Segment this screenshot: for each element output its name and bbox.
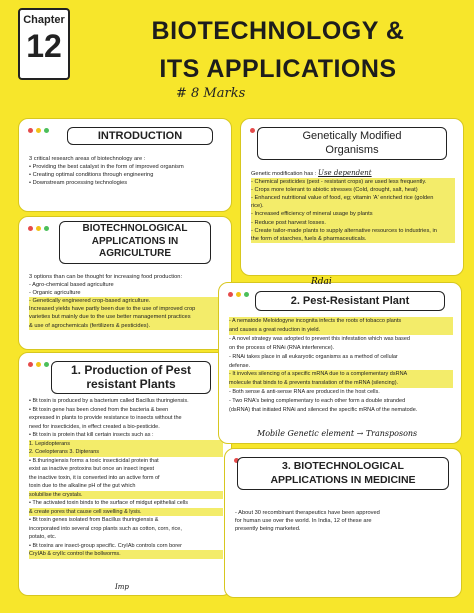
title-line-2: ITS APPLICATIONS [159,55,397,83]
agriculture-line: varieties but mainly due to the use better management practices [29,313,223,321]
production-line: & create pores that cause cell swelling & lysis. [29,508,223,517]
medicine-body [235,509,453,533]
red-dot [28,226,33,231]
medicine-card [224,448,462,598]
pest-line: (dsRNA) that initiated RNAi and silenced the specific mRNA of the nematode. [229,407,418,414]
pest-line: and causes a great reduction in yield. [229,326,453,335]
red-dot [228,292,233,297]
pest-line: molecule that binds to & prevents translation of the mRNA (silencing). [229,379,453,388]
medicine-line: - About 30 recombinant therapeutics have been approved [235,510,380,516]
agriculture-line: & use of agrochemicals (fertilizers & pesticides). [29,322,223,330]
production-line: 1. Lepidopterans [29,440,223,449]
agriculture-body [29,273,223,330]
gmo-card [240,118,464,276]
production-line: CryIAb & cryIIc control the bollworms. [29,550,223,559]
pest-body [229,317,453,415]
gmo-line: rice). [251,202,455,210]
red-dot [28,362,33,367]
chapter-badge [18,8,70,80]
green-dot [244,292,249,297]
production-heading [51,361,211,394]
production-heading-line: resistant Plants [86,377,176,391]
production-line: • Bt toxin genes isolated from Bacillus thuringiensis & [29,517,159,523]
gmo-line: the form of starches, fuels & pharmaceuticals. [251,235,455,243]
production-line: • The activated toxin binds to the surface of midgut epithelial cells [29,500,188,506]
production-line: need for insecticides, in effect created a bio-pesticide. [29,423,160,430]
medicine-heading-line: 3. BIOTECHNOLOGICAL [282,460,404,472]
agriculture-heading-line: APPLICATIONS IN [91,235,179,247]
green-dot [44,128,49,133]
agriculture-line: - Genetically engineered crop-based agriculture. [29,297,223,305]
gmo-lead: Genetic modification has : [251,171,317,177]
pest-handnote: Rdai [311,277,332,287]
green-dot [44,226,49,231]
gmo-heading [257,127,447,160]
production-line: • Bt toxins are insect-group specific. CryIAb controls corn borer [29,542,182,549]
red-dot [250,128,255,133]
gmo-handnote: Use dependent [318,169,372,177]
red-dot [28,128,33,133]
introduction-heading: INTRODUCTION [67,127,213,145]
production-body [29,397,223,559]
medicine-heading-line: APPLICATIONS IN MEDICINE [270,474,416,486]
yellow-dot [36,226,41,231]
introduction-lead: 3 critical research areas of biotechnology are : [29,156,146,162]
important-note: Imp [115,583,129,591]
production-line: solubilise the crystals. [29,491,223,500]
gmo-body [251,169,455,243]
pest-line: - A novel strategy was adopted to prevent this infestation which was based [229,335,410,342]
agriculture-heading-line: AGRICULTURE [98,248,172,259]
yellow-dot [36,362,41,367]
production-line: toxin due to the alkaline pH of the gut which [29,483,136,489]
window-dots [228,292,249,297]
pest-line: - A nematode Meloidogyne incognita infects the roots of tobacco plants [229,317,453,326]
introduction-item: • Downstream processing technologies [29,180,128,187]
introduction-item: • Creating optimal conditions through engineering [29,172,154,179]
pest-line: - Two RNA's being complementary to each other form a double stranded [229,398,406,405]
gmo-lead-row [251,169,455,178]
medicine-line: presently being marketed. [235,526,301,533]
medicine-heading [237,457,449,490]
pest-card [218,277,462,444]
agriculture-line: - Agro-chemical based agriculture [29,282,114,289]
pest-line: on the process of RNAi (RNA interference). [229,344,335,351]
gmo-line: - Create tailor-made plants to supply alternative resources to industries, in [251,227,455,235]
pest-line: - It involves silencing of a specific mRNA due to a complementary dsRNA [229,370,453,379]
agriculture-heading-line: BIOTECHNOLOGICAL [82,223,188,234]
page-title [88,12,468,88]
introduction-item: • Providing the best catalyst in the form of improved organism [29,164,184,171]
production-line: 2. Coelopterans 3. Dipterans [29,448,223,457]
agriculture-line: 3 options than can be thought for increasing food production: [29,274,183,280]
introduction-card [18,118,232,212]
chapter-number: 12 [26,28,62,64]
pest-footer-note: Mobile Genetic element → Transposons [257,429,418,438]
gmo-line: - Crops more tolerant to abiotic stresses (Cold, drought, salt, heat) [251,186,455,194]
pest-line: defense. [229,362,251,369]
green-dot [44,362,49,367]
production-line: • Bt toxin is protein that kill certain insects such as : [29,432,154,438]
title-line-1: BIOTECHNOLOGY & [151,17,405,45]
agriculture-line: - Organic agriculture [29,290,81,297]
gmo-heading-line: Organisms [325,144,379,156]
gmo-heading-line: Genetically Modified [302,130,402,142]
production-line: • Bt toxin gene has been cloned from the bacteria & been [29,406,169,413]
production-line: potato, etc. [29,534,57,540]
medicine-line: for human use over the world. In India, 12 of these are [235,518,372,525]
gmo-line: - Enhanced nutritional value of food, eg; vitamin 'A' enriched rice (golden [251,194,455,202]
production-card [18,352,232,596]
pest-line: - Both sense & anti-sense RNA are produced in the host cells. [229,389,380,396]
production-line: • Bt toxin is produced by a bacterium called Bacillus thuringiensis. [29,398,189,404]
production-heading-line: 1. Production of Pest [70,363,191,377]
gmo-line: - Reduce post harvest losses. [251,219,455,227]
gmo-line: - Chemical pesticides (pest - resistant crops) are used less frequently. [251,178,455,186]
production-line: incorporated into several crop plants such as cotton, corn, rice, [29,525,182,532]
marks-note: # 8 Marks [176,86,246,101]
chapter-label: Chapter [23,14,65,26]
window-dots [28,128,49,133]
production-line: expressed in plants to provide resistance to insects without the [29,415,182,421]
production-line: the inactive toxin, it is converted into an active form of [29,474,160,481]
window-dots [28,362,49,367]
introduction-body [29,155,223,187]
pest-heading: 2. Pest-Resistant Plant [255,291,445,311]
agriculture-card [18,216,232,350]
yellow-dot [36,128,41,133]
yellow-dot [236,292,241,297]
pest-line: - RNAi takes place in all eukaryotic organisms as a method of cellular [229,353,398,360]
production-line: exist as inactive protoxins but once an insect ingest [29,466,155,472]
agriculture-heading [59,221,211,264]
production-line: • B.thuringiensis forms a toxic insecticidal protein that [29,457,159,464]
window-dots [28,226,49,231]
agriculture-line: Increased yields have partly been due to the use of improved crop [29,305,223,313]
gmo-line: - Increased efficiency of mineral usage by plants [251,210,455,218]
